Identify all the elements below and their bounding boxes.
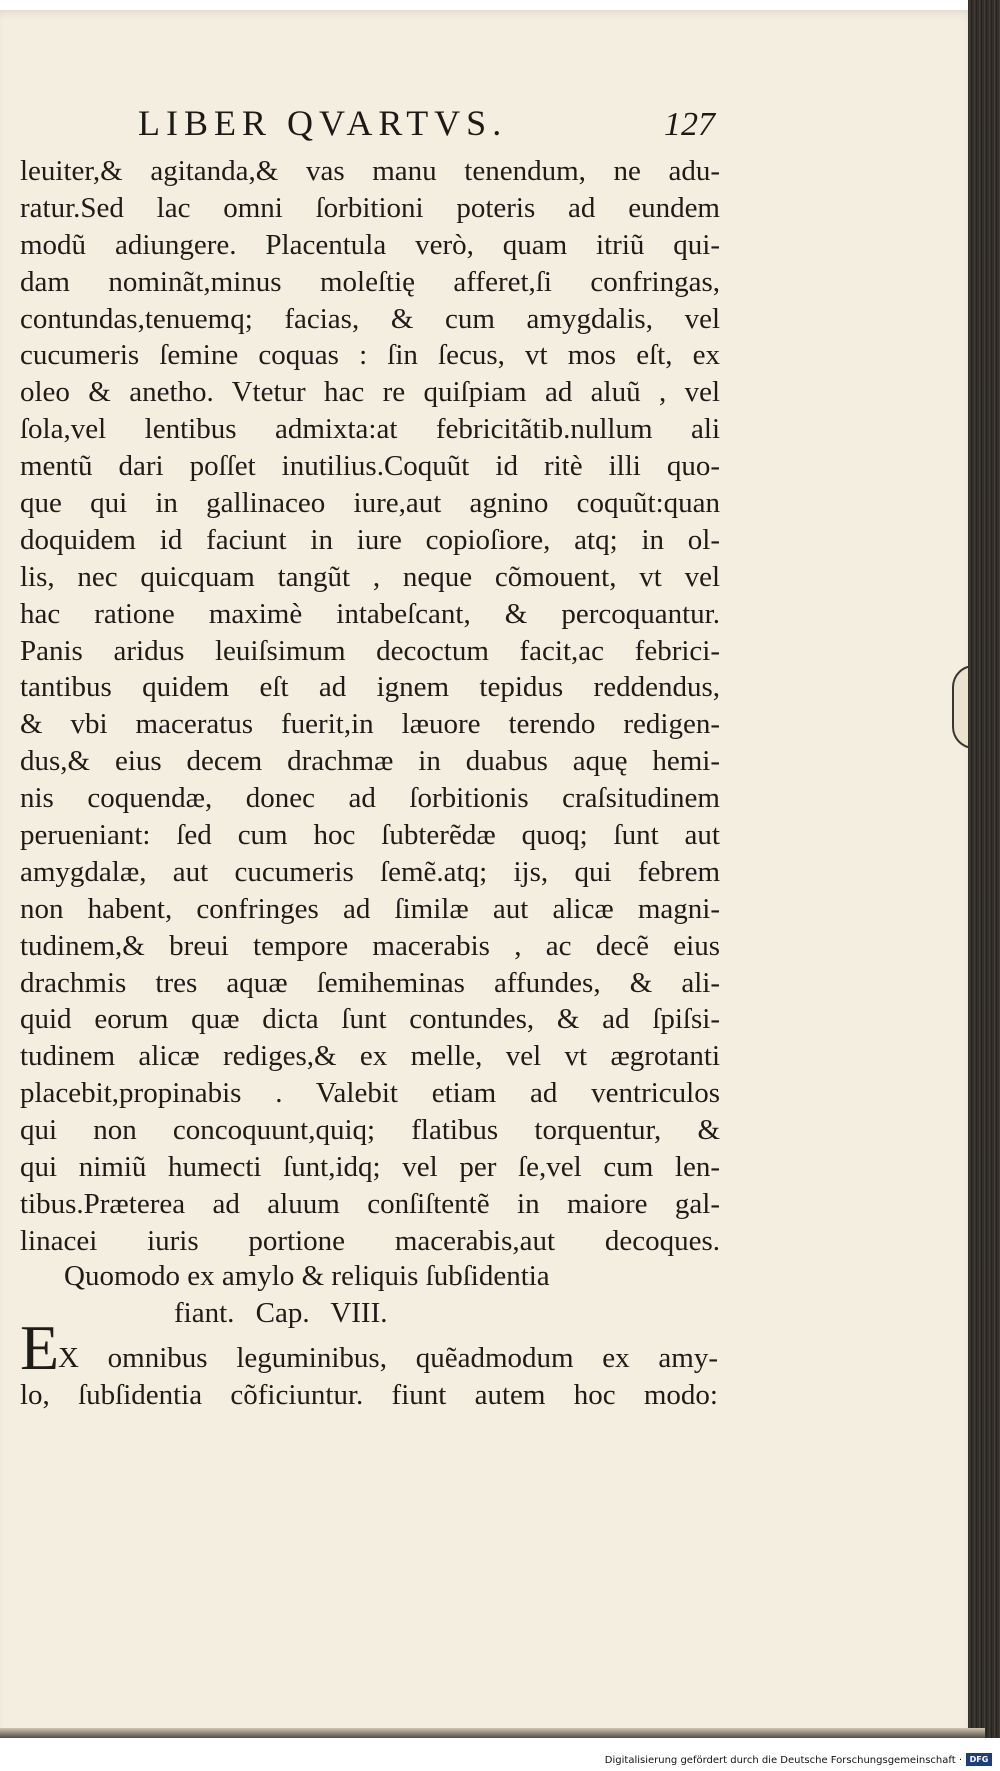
text-line: qui nimiũ humecti ſunt,idq; vel per ſe,vel cum len-	[20, 1151, 720, 1184]
text-line: & vbi maceratus fuerit,in læuore terendo redigen-	[20, 708, 720, 741]
text-line: non habent, confringes ad ſimilæ aut alicæ magni-	[20, 892, 720, 925]
page-number: 127	[664, 106, 715, 143]
text-line: doquidem id faciunt in iure copioſiore, atq; in ol-	[20, 523, 720, 556]
digitization-credit: Digitalisierung gefördert durch die Deutsche Forschungsgemeinschaft ·	[604, 1755, 962, 1766]
text-line: dus,& eius decem drachmæ in duabus aquę hemi-	[20, 745, 720, 778]
text-line: linacei iuris portione macerabis,aut decoques.	[20, 1224, 720, 1257]
text-line: leuiter,& agitanda,& vas manu tenendum, ne adu-	[20, 155, 720, 187]
text-line: Panis aridus leuiſsimum decoctum facit,ac febrici-	[20, 634, 720, 667]
text-line: mentũ dari poſſet inutilius.Coquũt id ritè illi quo-	[20, 450, 720, 483]
text-line: oleo & anetho. Vtetur hac re quiſpiam ad aluũ , vel	[20, 376, 720, 409]
text-line: X omnibus leguminibus, quẽadmodum ex amy-	[58, 1342, 718, 1374]
text-line: nis coquendæ, donec ad ſorbitionis craſsitudinem	[20, 782, 720, 815]
text-line: placebit,propinabis . Valebit etiam ad ventriculos	[20, 1077, 720, 1110]
text-line: tibus.Præterea ad aluum conſiſtentẽ in maiore gal-	[20, 1187, 720, 1220]
book-page	[0, 10, 978, 1738]
text-line: lis, nec quicquam tangũt , neque cõmouent, vt vel	[20, 560, 720, 593]
text-line: drachmis tres aquæ ſemiheminas affundes, & ali-	[20, 966, 720, 999]
text-line: perueniant: ſed cum hoc ſubterẽdæ quoq; ſunt aut	[20, 819, 720, 852]
text-line: que qui in gallinaceo iure,aut agnino coquũt:quan	[20, 487, 720, 520]
drop-initial: E	[20, 1312, 60, 1383]
text-line: contundas,tenuemq; facias, & cum amygdalis, vel	[20, 302, 720, 335]
book-edge	[968, 0, 1000, 1740]
chapter-text	[20, 1340, 718, 1414]
chapter-title: Quomodo ex amylo & reliquis ſubſidentia	[64, 1260, 550, 1292]
body-text	[20, 153, 720, 1260]
text-line: tantibus quidem eſt ad ignem tepidus reddendus,	[20, 671, 720, 704]
text-line: qui non concoquunt,quiq; flatibus torquentur, &	[20, 1114, 720, 1147]
text-line: cucumeris ſemine coquas : ſin ſecus, vt mos eſt, ex	[20, 339, 720, 372]
text-line: modũ adiungere. Placentula verò, quam itriũ qui-	[20, 228, 720, 261]
text-line: ratur.Sed lac omni ſorbitioni poteris ad eundem	[20, 191, 720, 224]
text-line: lo, ſubſidentia cõficiuntur. fiunt autem hoc modo:	[20, 1378, 718, 1411]
running-title: LIBER QVARTVS.	[138, 103, 508, 143]
text-line: quid eorum quæ dicta ſunt contundes, & ad ſpiſsi-	[20, 1003, 720, 1036]
chapter-label: fiant. Cap. VIII.	[174, 1297, 388, 1329]
text-line: tudinem alicæ rediges,& ex melle, vel vt ægrotanti	[20, 1040, 720, 1073]
text-line: amygdalæ, aut cucumeris ſemẽ.atq; ijs, qui febrem	[20, 855, 720, 888]
text-line: dam nominãt,minus moleſtię afferet,ſi confringas,	[20, 265, 720, 298]
dfg-logo: DFG	[966, 1753, 992, 1766]
text-line: hac ratione maximè intabeſcant, & percoquantur.	[20, 597, 720, 630]
text-line: ſola,vel lentibus admixta:at febricitãtib.nullum ali	[20, 413, 720, 446]
text-line: tudinem,& breui tempore macerabis , ac decẽ eius	[20, 929, 720, 962]
